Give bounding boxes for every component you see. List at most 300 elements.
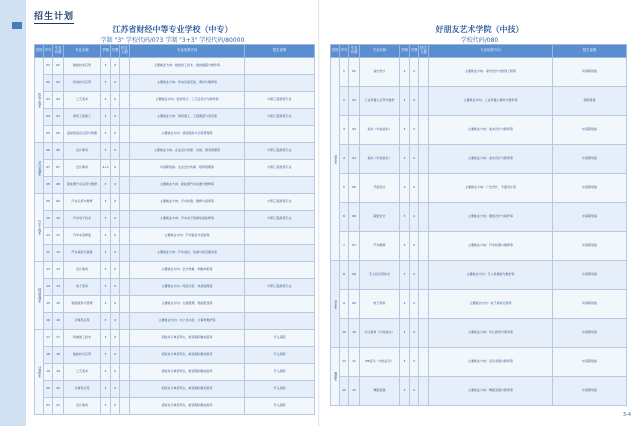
left-page (0, 0, 319, 426)
cell-desc: 招收对口单招考生，就读期间参加高考 (130, 330, 245, 347)
cell-req: 中高职衔接 (553, 174, 627, 203)
cell-code: 01 (53, 58, 64, 75)
cell-no: 01 (44, 58, 53, 75)
cell-no: 16 (44, 313, 53, 330)
table-row (331, 232, 627, 261)
cell-name: 汽车运用与维修 (64, 194, 101, 211)
cell-count (419, 377, 429, 406)
category-cell: 经济管理系 (35, 262, 44, 330)
cell-fee: 4 (111, 177, 120, 194)
cell-code: 05 (349, 174, 360, 203)
cell-code: 02 (349, 87, 360, 116)
cell-code: 08 (349, 261, 360, 290)
column-header: 招生说明 (245, 45, 315, 58)
column-header: 招生人数 (120, 45, 130, 58)
cell-req: 高职贯通 (553, 87, 627, 116)
cell-years: 3 (400, 58, 410, 87)
cell-name: 无人机应用技术 (360, 261, 400, 290)
cell-fee: 4 (410, 348, 419, 377)
cell-count (419, 203, 429, 232)
cell-count (120, 228, 130, 245)
cell-fee: 4 (111, 279, 120, 296)
cell-req (245, 177, 315, 194)
cell-desc: 招收对口单招考生，就读期间参加高考 (130, 398, 245, 415)
cell-name: 汽车电子技术 (64, 211, 101, 228)
cell-desc: 主要就业方向：室内设计与装饰工程等 (429, 58, 553, 87)
cell-req: 中职工程类等专业 (245, 194, 315, 211)
cell-name: 工业机器人应用与维护 (360, 87, 400, 116)
cell-code: 11 (53, 228, 64, 245)
cell-count (419, 145, 429, 174)
cell-no: 09 (44, 194, 53, 211)
cell-years: 3 (101, 92, 111, 109)
cell-fee: 4 (410, 261, 419, 290)
cell-years: 3 (400, 203, 410, 232)
cell-count (120, 143, 130, 160)
left-school-codes: 学制 "3" 学校代码/073 学制 "3+3" 学校代码/80000 (100, 37, 245, 44)
table-row (35, 109, 315, 126)
table-row (331, 58, 627, 87)
table-row (331, 174, 627, 203)
cell-desc: 主要就业方向：酒店服务与运营管理等 (130, 126, 245, 143)
table-row (331, 290, 627, 319)
cell-fee: 4 (111, 58, 120, 75)
cell-fee: 4 (111, 381, 120, 398)
cell-code: 10 (349, 319, 360, 348)
cell-req: 中高职衔接 (553, 348, 627, 377)
cell-req: 中高职衔接 (553, 319, 627, 348)
cell-desc: 主要就业方向：幼儿教育与保育等 (429, 319, 553, 348)
column-header: 学制 (400, 45, 410, 58)
cell-count (419, 174, 429, 203)
column-header: 类别 (35, 45, 44, 58)
cell-code: 06 (53, 143, 64, 160)
left-school-name: 江苏省财经中等专业学校（中专） (112, 25, 233, 34)
cell-count (120, 279, 130, 296)
right-page (320, 0, 639, 426)
cell-desc: 主要就业方向：服装设计与制作等 (429, 203, 553, 232)
cell-no: 12 (44, 245, 53, 262)
cell-count (419, 87, 429, 116)
cell-req: 中职工程类等专业 (245, 143, 315, 160)
table-row (35, 143, 315, 160)
cell-years: 3 (101, 364, 111, 381)
cell-no: 06 (44, 143, 53, 160)
cell-desc: 主要就业方向：数控加工技术、数控编程与操作等 (130, 58, 245, 75)
table-row (35, 58, 315, 75)
cell-years: 3 (400, 261, 410, 290)
cell-no: 11 (44, 228, 53, 245)
cell-fee: 4 (111, 398, 120, 415)
category-cell: 会计金融系 (35, 143, 44, 194)
cell-name: 工艺美术 (64, 92, 101, 109)
cell-desc: 主要就业方向：无人机操控与维护等 (429, 261, 553, 290)
table-row (35, 279, 315, 296)
table-row (35, 398, 315, 415)
cell-count (120, 347, 130, 364)
cell-fee: 4 (410, 319, 419, 348)
cell-req (245, 75, 315, 92)
cell-code: 04 (349, 145, 360, 174)
category-cell: 音乐系 (331, 261, 340, 348)
table-row (35, 211, 315, 228)
cell-no: 6 (340, 203, 349, 232)
cell-no: 13 (44, 262, 53, 279)
cell-years: 3 (400, 87, 410, 116)
cell-desc: 主要就业方向：美术设计与教育等 (429, 145, 553, 174)
cell-desc: 主要就业方向：机电设备安装、调试与维修等 (130, 75, 245, 92)
table-row (35, 160, 315, 177)
cell-name: 机电技术应用 (64, 75, 101, 92)
cell-fee: 4 (111, 313, 120, 330)
cell-fee: 4 (111, 143, 120, 160)
table-row (331, 261, 627, 290)
section-title: 招生计划 (34, 9, 74, 24)
cell-count (120, 364, 130, 381)
cell-name: 会计事务 (64, 262, 101, 279)
left-table-body (35, 58, 315, 415)
left-enrollment-table (34, 44, 315, 415)
cell-count (419, 261, 429, 290)
cell-desc: 主要就业方向：汽车美容、装潢与售后服务等 (130, 245, 245, 262)
cell-no: 9 (340, 290, 349, 319)
cell-name: 服装设计 (360, 203, 400, 232)
cell-years: 3 (101, 143, 111, 160)
cell-fee: 4 (410, 232, 419, 261)
cell-years: 3 (101, 347, 111, 364)
cell-req: 中职工程类等专业 (245, 92, 315, 109)
table-row (331, 203, 627, 232)
column-header: 专业代码 (53, 45, 64, 58)
cell-req (245, 313, 315, 330)
table-row (331, 348, 627, 377)
cell-req: 中职工程类等专业 (245, 160, 315, 177)
cell-years: 3 (101, 279, 111, 296)
cell-req: 中高职衔接 (553, 290, 627, 319)
cell-name: 高星级饭店运营与管理 (64, 126, 101, 143)
cell-fee: 4 (111, 75, 120, 92)
cell-years: 3 (101, 75, 111, 92)
cell-code: 09 (349, 290, 360, 319)
cell-no: 4 (340, 145, 349, 174)
cell-years: 3 (101, 211, 111, 228)
cell-desc: 主要就业方向：建筑施工、工程测量与造价等 (130, 109, 245, 126)
table-row (331, 116, 627, 145)
column-header: 专业培养方向 (429, 45, 553, 58)
table-row (35, 177, 315, 194)
cell-no: 5 (340, 174, 349, 203)
cell-no: 1 (340, 58, 349, 87)
cell-no: 14 (44, 279, 53, 296)
right-table-header-row (331, 45, 627, 58)
column-header: 学费 (111, 45, 120, 58)
page-number: 3-4 (622, 412, 631, 418)
cell-name: 建筑工程施工 (64, 109, 101, 126)
cell-code: 02 (53, 75, 64, 92)
cell-code: 04 (53, 109, 64, 126)
column-header: 序号 (44, 45, 53, 58)
cell-req: 升入高职 (245, 398, 315, 415)
cell-fee: 4 (111, 296, 120, 313)
cell-years: 3 (101, 398, 111, 415)
table-row (35, 313, 315, 330)
cell-no: 04 (44, 109, 53, 126)
side-bar (0, 0, 26, 426)
cell-fee: 4 (111, 126, 120, 143)
cell-req: 中高职衔接 (553, 203, 627, 232)
column-header: 学制 (101, 45, 111, 58)
cell-count (120, 296, 130, 313)
cell-count (419, 348, 429, 377)
category-cell: 美术系 (331, 58, 340, 261)
cell-code: 06 (349, 203, 360, 232)
cell-req: 中高职衔接 (553, 116, 627, 145)
cell-no: 05 (44, 126, 53, 143)
table-row (35, 381, 315, 398)
cell-code: 07 (53, 160, 64, 177)
cell-count (120, 126, 130, 143)
cell-years: 3 (101, 58, 111, 75)
cell-req: 中职工程类等专业 (245, 211, 315, 228)
table-row (35, 92, 315, 109)
section-tab-marker (12, 22, 22, 29)
cell-desc: 主要就业方向：舞蹈表演与教育等 (429, 377, 553, 406)
cell-code: 12 (53, 245, 64, 262)
cell-name: 数控技术应用 (64, 58, 101, 75)
cell-no: 18 (44, 347, 53, 364)
cell-desc: 招收对口单招考生，就读期间参加高考 (130, 364, 245, 381)
cell-desc: 主要就业方向：电子商务运营等 (429, 290, 553, 319)
cell-years: 3 (101, 228, 111, 245)
cell-name: 计算机应用 (64, 313, 101, 330)
cell-years: 3 (101, 262, 111, 279)
cell-fee: 4 (410, 203, 419, 232)
cell-req (245, 245, 315, 262)
cell-years: 3 (101, 177, 111, 194)
cell-count (120, 330, 130, 347)
cell-count (120, 75, 130, 92)
cell-fee: 4 (410, 377, 419, 406)
cell-count (120, 58, 130, 75)
cell-desc: 主要就业方向：汽车检测、维修与保养等 (130, 194, 245, 211)
column-header: 专业代码 (349, 45, 360, 58)
cell-desc: 主要就业方向：装饰设计、工艺品设计与制作等 (130, 92, 245, 109)
cell-desc: 主要就业方向：美术设计与教育等 (429, 116, 553, 145)
cell-req: 中高职衔接 (553, 58, 627, 87)
cell-no: 7 (340, 232, 349, 261)
cell-code: 15 (53, 296, 64, 313)
cell-code: 13 (53, 262, 64, 279)
cell-no: 20 (44, 381, 53, 398)
cell-fee: 4 (111, 228, 120, 245)
cell-name: 幼儿教育（中技美术） (360, 319, 400, 348)
cell-no: 17 (44, 330, 53, 347)
category-cell: 汽车工程系 (35, 194, 44, 262)
cell-count (120, 211, 130, 228)
cell-req (245, 126, 315, 143)
cell-code: 01 (349, 58, 360, 87)
cell-years: 3 (101, 245, 111, 262)
cell-code: 20 (53, 381, 64, 398)
cell-name: 会计事务 (64, 160, 101, 177)
table-row (35, 194, 315, 211)
cell-name: MP音乐（中技音乐） (360, 348, 400, 377)
cell-count (120, 262, 130, 279)
cell-desc: 主要就业方向：音乐表演与教育等 (429, 348, 553, 377)
cell-fee: 4 (111, 245, 120, 262)
cell-fee: 4 (410, 116, 419, 145)
cell-years: 3 (101, 109, 111, 126)
cell-req: 升入高职 (245, 381, 315, 398)
cell-code: 10 (53, 211, 64, 228)
cell-code: 03 (53, 92, 64, 109)
cell-name: 舞蹈表演 (360, 377, 400, 406)
cell-name: 室内设计 (360, 58, 400, 87)
cell-desc: 主要就业方向：汽车电子控制系统检修等 (130, 211, 245, 228)
cell-code: 09 (53, 194, 64, 211)
cell-code: 12 (349, 377, 360, 406)
cell-years: 3 (101, 126, 111, 143)
cell-no: 11 (340, 348, 349, 377)
table-row (331, 87, 627, 116)
cell-code: 05 (53, 126, 64, 143)
cell-count (120, 177, 130, 194)
cell-name: 会计事务 (64, 143, 101, 160)
cell-name: 电子商务 (360, 290, 400, 319)
cell-fee: 4 (111, 262, 120, 279)
cell-count (419, 58, 429, 87)
cell-desc: 招收对口单招考生，就读期间参加高考 (130, 347, 245, 364)
cell-no: 2 (340, 87, 349, 116)
cell-name: 汽车车身修复 (64, 228, 101, 245)
cell-fee: 4 (111, 330, 120, 347)
cell-name: 新能源汽车运用与维修 (64, 177, 101, 194)
cell-no: 15 (44, 296, 53, 313)
cell-count (120, 313, 130, 330)
cell-req: 中高职衔接 (553, 377, 627, 406)
cell-desc: 主要就业方向：仓储管理、物流配送等 (130, 296, 245, 313)
cell-fee: 4 (111, 194, 120, 211)
cell-fee: 4 (410, 290, 419, 319)
cell-no: 02 (44, 75, 53, 92)
column-header: 类别 (331, 45, 340, 58)
cell-desc: 主要就业方向：会计核算、纳税申报等 (130, 262, 245, 279)
cell-req: 中职工程类等专业 (245, 109, 315, 126)
cell-req: 中高职衔接 (553, 232, 627, 261)
cell-years: 3 (400, 377, 410, 406)
cell-count (120, 381, 130, 398)
cell-no: 10 (340, 319, 349, 348)
cell-req (245, 296, 315, 313)
table-row (331, 319, 627, 348)
column-header: 专业名称 (360, 45, 400, 58)
cell-code: 17 (53, 330, 64, 347)
cell-req: 中高职衔接 (553, 261, 627, 290)
cell-code: 07 (349, 232, 360, 261)
category-cell: 计算机系 (35, 330, 44, 415)
cell-desc: 主要就业方向：广告设计、平面设计等 (429, 174, 553, 203)
category-cell: 机电工程系 (35, 58, 44, 143)
cell-no: 21 (44, 398, 53, 415)
cell-fee: 4 (111, 211, 120, 228)
cell-code: 21 (53, 398, 64, 415)
cell-years: 3 (400, 348, 410, 377)
column-header: 专业培养方向 (130, 45, 245, 58)
table-row (35, 75, 315, 92)
cell-no: 8 (340, 261, 349, 290)
cell-code: 03 (349, 116, 360, 145)
cell-no: 07 (44, 160, 53, 177)
cell-years: 3 (400, 232, 410, 261)
cell-desc: 主要就业方向：网店运营、电商客服等 (130, 279, 245, 296)
cell-fee: 4 (410, 87, 419, 116)
cell-desc: 主要就业方向：企业会计核算、出纳、财务管理等 (130, 143, 245, 160)
cell-req: 中职工程类等专业 (245, 279, 315, 296)
cell-count (419, 290, 429, 319)
cell-name: 美术（中技美术） (360, 145, 400, 174)
cell-fee: 4 (111, 160, 120, 177)
cell-years: 3 (101, 194, 111, 211)
cell-count (120, 194, 130, 211)
cell-code: 14 (53, 279, 64, 296)
cell-fee: 4 (410, 58, 419, 87)
cell-name: 美术（中技美术） (360, 116, 400, 145)
cell-count (419, 232, 429, 261)
cell-name: 计算机应用 (64, 381, 101, 398)
right-school-codes: 学校代码/080 (460, 37, 499, 44)
cell-count (120, 160, 130, 177)
cell-years: 3 (101, 381, 111, 398)
cell-no: 10 (44, 211, 53, 228)
cell-no: 08 (44, 177, 53, 194)
cell-years: 3 (101, 330, 111, 347)
cell-count (120, 92, 130, 109)
cell-years: 3 (400, 319, 410, 348)
cell-years: 3 (101, 313, 111, 330)
cell-count (419, 319, 429, 348)
cell-desc: 中高职衔接：企业会计核算、财务管理等 (130, 160, 245, 177)
cell-name: 电子商务 (64, 279, 101, 296)
column-header: 序号 (340, 45, 349, 58)
table-row (35, 228, 315, 245)
cell-name: 会计事务 (64, 398, 101, 415)
column-header: 招生说明 (553, 45, 627, 58)
table-row (331, 145, 627, 174)
cell-no: 12 (340, 377, 349, 406)
cell-count (120, 109, 130, 126)
table-row (35, 296, 315, 313)
cell-count (120, 398, 130, 415)
cell-fee: 4 (111, 347, 120, 364)
cell-fee: 4 (111, 364, 120, 381)
cell-desc: 主要就业方向：新能源汽车检测与维修等 (130, 177, 245, 194)
cell-name: 物流服务与管理 (64, 296, 101, 313)
cell-no: 03 (44, 92, 53, 109)
cell-name: 平面设计 (360, 174, 400, 203)
cell-fee: 4 (111, 109, 120, 126)
cell-req (245, 262, 315, 279)
cell-name: 数控技术应用 (64, 347, 101, 364)
table-row (35, 330, 315, 347)
right-enrollment-table (330, 44, 627, 406)
column-header: 招生人数 (419, 45, 429, 58)
cell-name: 机械加工技术 (64, 330, 101, 347)
table-row (35, 364, 315, 381)
cell-years: 3 (400, 174, 410, 203)
cell-req (245, 58, 315, 75)
cell-fee: 4 (111, 92, 120, 109)
right-table-body (331, 58, 627, 406)
